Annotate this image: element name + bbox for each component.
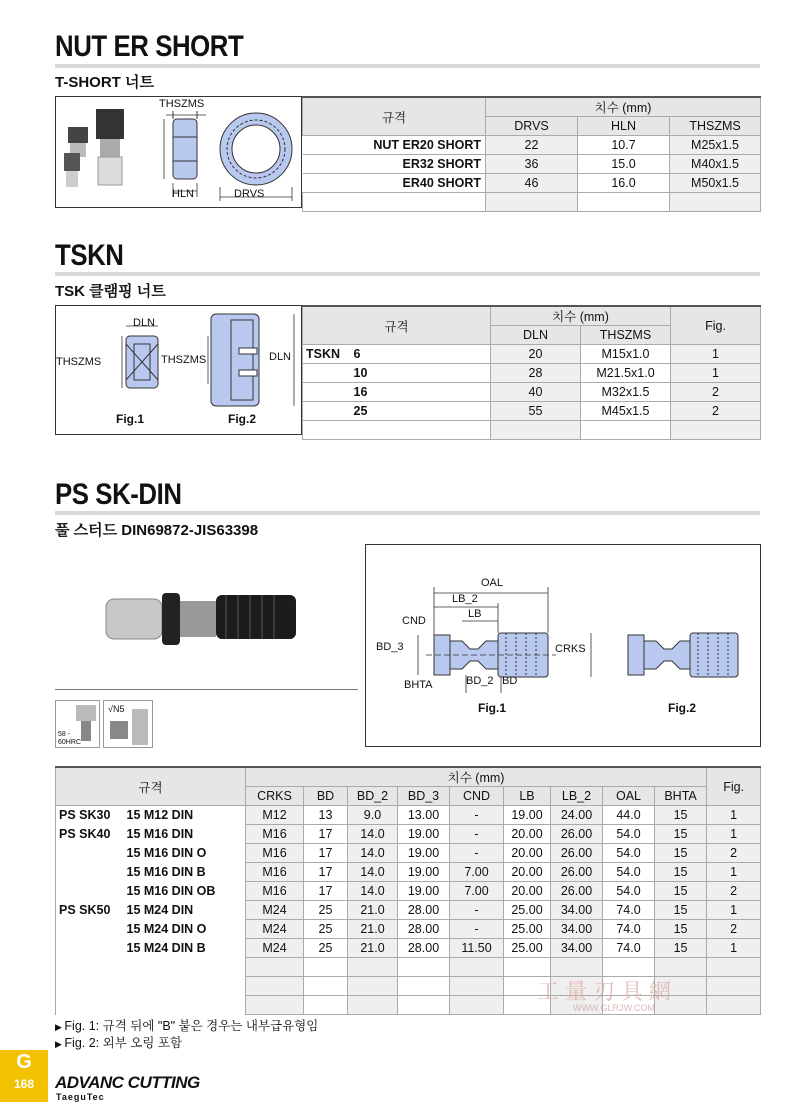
cell: 26.00: [551, 863, 603, 882]
header-col: CND: [450, 787, 504, 806]
label-dln: DLN: [133, 317, 156, 329]
section-divider: [55, 272, 760, 276]
section-title-nut: NUT ER SHORT: [55, 30, 244, 63]
cell: [450, 996, 504, 1015]
cell: [348, 996, 398, 1015]
table-row: [56, 920, 761, 939]
cell-fig: 1: [707, 825, 761, 844]
header-col: HLN: [578, 117, 670, 136]
cell: 55: [491, 402, 581, 421]
section-tab-letter: G: [16, 1051, 32, 1073]
header-col: BD_2: [348, 787, 398, 806]
cell: 25.00: [504, 939, 551, 958]
row-name: 16: [351, 383, 491, 402]
cell: -: [450, 825, 504, 844]
table-row: [303, 383, 761, 402]
watermark: 工量刃具網: [537, 979, 678, 1004]
cell: 15.0: [578, 155, 670, 174]
cell: [551, 958, 603, 977]
cell: [450, 977, 504, 996]
cell-fig: 2: [707, 844, 761, 863]
label-thszms: THSZMS: [159, 98, 205, 110]
cell: M24: [246, 920, 304, 939]
cell-fig: 1: [707, 901, 761, 920]
nut-figure: [55, 96, 302, 208]
cell: 15: [655, 920, 707, 939]
label-crks: CRKS: [555, 643, 586, 655]
row-group: [56, 958, 124, 977]
row-name: 15 M16 DIN OB: [124, 882, 246, 901]
cell: M25x1.5: [670, 136, 761, 155]
cell: 25: [304, 901, 348, 920]
cell: [504, 958, 551, 977]
row-name: ER40 SHORT: [303, 174, 486, 193]
cell: 34.00: [551, 901, 603, 920]
cell: M24: [246, 939, 304, 958]
cell: 25.00: [504, 901, 551, 920]
cell-fig: 1: [707, 939, 761, 958]
header-col: THSZMS: [581, 326, 671, 345]
cell-fig: [707, 977, 761, 996]
cell: [655, 958, 707, 977]
header-col: OAL: [603, 787, 655, 806]
cell-fig: 1: [707, 863, 761, 882]
cell: M16: [246, 863, 304, 882]
table-row: [303, 364, 761, 383]
cell: 16.0: [578, 174, 670, 193]
cell: 19.00: [398, 825, 450, 844]
fig2-label: Fig.2: [228, 412, 257, 426]
cell: M50x1.5: [670, 174, 761, 193]
cell: [304, 977, 348, 996]
label-thszms-fig2: THSZMS: [161, 354, 207, 366]
tskn-spec-table: [302, 305, 761, 440]
cell: [246, 977, 304, 996]
cell: M24: [246, 901, 304, 920]
cell: 44.0: [603, 806, 655, 825]
cell: 28.00: [398, 920, 450, 939]
cell: 54.0: [603, 863, 655, 882]
cell: 19.00: [504, 806, 551, 825]
cell: [398, 977, 450, 996]
header-col: BD: [304, 787, 348, 806]
page-number: 168: [13, 1077, 35, 1091]
cell: M16: [246, 844, 304, 863]
cell: 14.0: [348, 882, 398, 901]
cell: M40x1.5: [670, 155, 761, 174]
cell: 46: [486, 174, 578, 193]
cell: 1: [671, 364, 761, 383]
cell: 20.00: [504, 825, 551, 844]
table-row: [303, 174, 761, 193]
section-divider: [55, 64, 760, 68]
row-name: 15 M16 DIN O: [124, 844, 246, 863]
row-name: ER32 SHORT: [303, 155, 486, 174]
cell: 15: [655, 939, 707, 958]
table-row: [56, 901, 761, 920]
cell: 20: [491, 345, 581, 364]
nut-photo: [64, 109, 124, 187]
cell: M45x1.5: [581, 402, 671, 421]
surface-finish-icon: [103, 700, 153, 748]
table-row-empty: [56, 958, 761, 977]
cell: 28: [491, 364, 581, 383]
cell: -: [450, 901, 504, 920]
cell: 9.0: [348, 806, 398, 825]
brand-logo: ADVANC CUTTING: [55, 1073, 200, 1092]
cell: 11.50: [450, 939, 504, 958]
row-name: 15 M24 DIN B: [124, 939, 246, 958]
hardness-label: 58 - 60HRC: [58, 731, 81, 746]
label-oal: OAL: [481, 577, 504, 589]
cell: 21.0: [348, 939, 398, 958]
header-col: BHTA: [655, 787, 707, 806]
header-fig: Fig.: [707, 767, 761, 806]
header-col: DRVS: [486, 117, 578, 136]
pull-stud-photo: [100, 575, 305, 665]
cell: 28.00: [398, 901, 450, 920]
cell: 25: [304, 920, 348, 939]
pull-stud-drawing: [365, 544, 761, 747]
cell: 14.0: [348, 863, 398, 882]
cell: M32x1.5: [581, 383, 671, 402]
cell: 2: [671, 383, 761, 402]
cell-fig: 2: [707, 882, 761, 901]
label-lb: LB: [468, 608, 482, 620]
cell: 17: [304, 844, 348, 863]
cell: 21.0: [348, 920, 398, 939]
cell: 15: [655, 806, 707, 825]
cell: 22: [486, 136, 578, 155]
cell: [348, 977, 398, 996]
photo-divider: [55, 689, 358, 690]
cell: 15: [655, 901, 707, 920]
row-group: [56, 863, 124, 882]
row-group: [56, 977, 124, 996]
header-dimensions: 치수 (mm): [246, 767, 707, 787]
cell: 14.0: [348, 825, 398, 844]
header-col: LB: [504, 787, 551, 806]
header-spec: 규격: [303, 306, 491, 345]
note-text: Fig. 2: 외부 오링 포함: [64, 1036, 183, 1050]
row-group: [56, 920, 124, 939]
cell-fig: [707, 958, 761, 977]
table-row: [56, 844, 761, 863]
row-name: 15 M12 DIN: [124, 806, 246, 825]
cell: 54.0: [603, 882, 655, 901]
label-drvs: DRVS: [234, 188, 265, 200]
row-name: 15 M24 DIN O: [124, 920, 246, 939]
section-tab: [0, 1050, 48, 1102]
cell: 15: [655, 882, 707, 901]
section-subtitle-nut: T-SHORT 너트: [55, 74, 154, 91]
label-bhta: BHTA: [404, 679, 433, 691]
cell: 15: [655, 863, 707, 882]
cell: 20.00: [504, 863, 551, 882]
cell: 7.00: [450, 882, 504, 901]
cell: M12: [246, 806, 304, 825]
section-divider: [55, 511, 760, 515]
cell: -: [450, 806, 504, 825]
cell: [450, 958, 504, 977]
table-row-empty: [303, 421, 761, 440]
note-2: ▶ Fig. 2: 외부 오링 포함: [55, 1036, 183, 1050]
fig1-label: Fig.1: [478, 701, 507, 715]
table-row: [56, 806, 761, 825]
row-name: 25: [351, 402, 491, 421]
cell: 13.00: [398, 806, 450, 825]
cell: M15x1.0: [581, 345, 671, 364]
table-row: [303, 136, 761, 155]
cell: 28.00: [398, 939, 450, 958]
header-col: LB_2: [551, 787, 603, 806]
cell: 19.00: [398, 863, 450, 882]
cell: 36: [486, 155, 578, 174]
label-lb2: LB_2: [452, 593, 478, 605]
note-1: ▶ Fig. 1: 규격 뒤에 "B" 붙은 경우는 내부급유형임: [55, 1019, 319, 1033]
cell: 15: [655, 825, 707, 844]
cell: [398, 996, 450, 1015]
header-spec: 규격: [303, 97, 486, 136]
cell: 26.00: [551, 844, 603, 863]
row-group: [56, 996, 124, 1015]
header-col: THSZMS: [670, 117, 761, 136]
cell: -: [450, 920, 504, 939]
row-name: [124, 977, 246, 996]
label-hln: HLN: [172, 188, 195, 200]
brand-sub: TaeguTec: [56, 1092, 105, 1102]
row-prefix: TSKN: [303, 345, 351, 364]
cell: 25: [304, 939, 348, 958]
table-row: [56, 939, 761, 958]
section-title-ps: PS SK-DIN: [55, 478, 182, 511]
cell: 17: [304, 863, 348, 882]
cell: 40: [491, 383, 581, 402]
label-bd3: BD_3: [376, 641, 404, 653]
cell: 13: [304, 806, 348, 825]
cell: [246, 996, 304, 1015]
watermark-url: WWW.GLRJW.COM: [573, 1003, 655, 1013]
row-name: 10: [351, 364, 491, 383]
cell: 34.00: [551, 920, 603, 939]
row-name: [124, 996, 246, 1015]
cell: 74.0: [603, 939, 655, 958]
row-group: PS SK50: [56, 901, 124, 920]
tskn-figure: [55, 305, 302, 435]
cell: [304, 996, 348, 1015]
cell: M21.5x1.0: [581, 364, 671, 383]
table-row-empty: [303, 193, 761, 212]
cell: 10.7: [578, 136, 670, 155]
finish-label: √N5: [108, 704, 125, 714]
cell: 26.00: [551, 882, 603, 901]
cell: M16: [246, 882, 304, 901]
row-group: PS SK40: [56, 825, 124, 844]
row-name: 15 M24 DIN: [124, 901, 246, 920]
row-group: [56, 882, 124, 901]
row-name: [124, 958, 246, 977]
cell: 54.0: [603, 825, 655, 844]
table-row: [56, 825, 761, 844]
cell: -: [450, 844, 504, 863]
fig1-label: Fig.1: [116, 412, 145, 426]
table-row: [303, 345, 761, 364]
header-dimensions: 치수 (mm): [486, 97, 761, 117]
cell: 34.00: [551, 939, 603, 958]
label-dln-fig2: DLN: [269, 351, 292, 363]
tskn-drawing: [56, 306, 301, 434]
cell-fig: [707, 996, 761, 1015]
label-cnd: CND: [402, 615, 426, 627]
row-name: 15 M16 DIN B: [124, 863, 246, 882]
cell: 1: [671, 345, 761, 364]
fig2-label: Fig.2: [668, 701, 697, 715]
cell: 24.00: [551, 806, 603, 825]
note-text: Fig. 1: 규격 뒤에 "B" 붙은 경우는 내부급유형임: [64, 1019, 319, 1033]
table-row: [303, 402, 761, 421]
cell-fig: 1: [707, 806, 761, 825]
label-bd: BD: [502, 675, 518, 687]
cell: 15: [655, 844, 707, 863]
table-row: [56, 882, 761, 901]
cell: [398, 958, 450, 977]
cell: 19.00: [398, 882, 450, 901]
cell: 2: [671, 402, 761, 421]
section-subtitle-ps: 풀 스터드 DIN69872-JIS63398: [55, 522, 259, 539]
section-subtitle-tskn: TSK 클램핑 너트: [55, 283, 166, 300]
header-fig: Fig.: [671, 306, 761, 345]
cell: 14.0: [348, 844, 398, 863]
header-col: BD_3: [398, 787, 450, 806]
cell: 74.0: [603, 901, 655, 920]
row-name: NUT ER20 SHORT: [303, 136, 486, 155]
header-col: DLN: [491, 326, 581, 345]
cell: 74.0: [603, 920, 655, 939]
label-thszms: THSZMS: [56, 356, 102, 368]
cell: 17: [304, 882, 348, 901]
cell-fig: 2: [707, 920, 761, 939]
cell: [304, 958, 348, 977]
hardness-icon: [55, 700, 100, 748]
row-name: 6: [351, 345, 491, 364]
header-spec: 규격: [56, 767, 246, 806]
cell: 17: [304, 825, 348, 844]
row-group: PS SK30: [56, 806, 124, 825]
cell: [603, 958, 655, 977]
section-title-tskn: TSKN: [55, 239, 124, 272]
header-col: CRKS: [246, 787, 304, 806]
cell: 21.0: [348, 901, 398, 920]
cell: [348, 958, 398, 977]
cell: M16: [246, 825, 304, 844]
table-row: [303, 155, 761, 174]
header-dimensions: 치수 (mm): [491, 306, 671, 326]
cell: 19.00: [398, 844, 450, 863]
row-group: [56, 844, 124, 863]
cell: 26.00: [551, 825, 603, 844]
row-group: [56, 939, 124, 958]
nut-spec-table: [302, 96, 761, 212]
cell: [246, 958, 304, 977]
cell: 54.0: [603, 844, 655, 863]
table-row: [56, 863, 761, 882]
label-bd2: BD_2: [466, 675, 494, 687]
cell: 7.00: [450, 863, 504, 882]
cell: 20.00: [504, 844, 551, 863]
row-name: 15 M16 DIN: [124, 825, 246, 844]
cell: 25.00: [504, 920, 551, 939]
cell: 20.00: [504, 882, 551, 901]
